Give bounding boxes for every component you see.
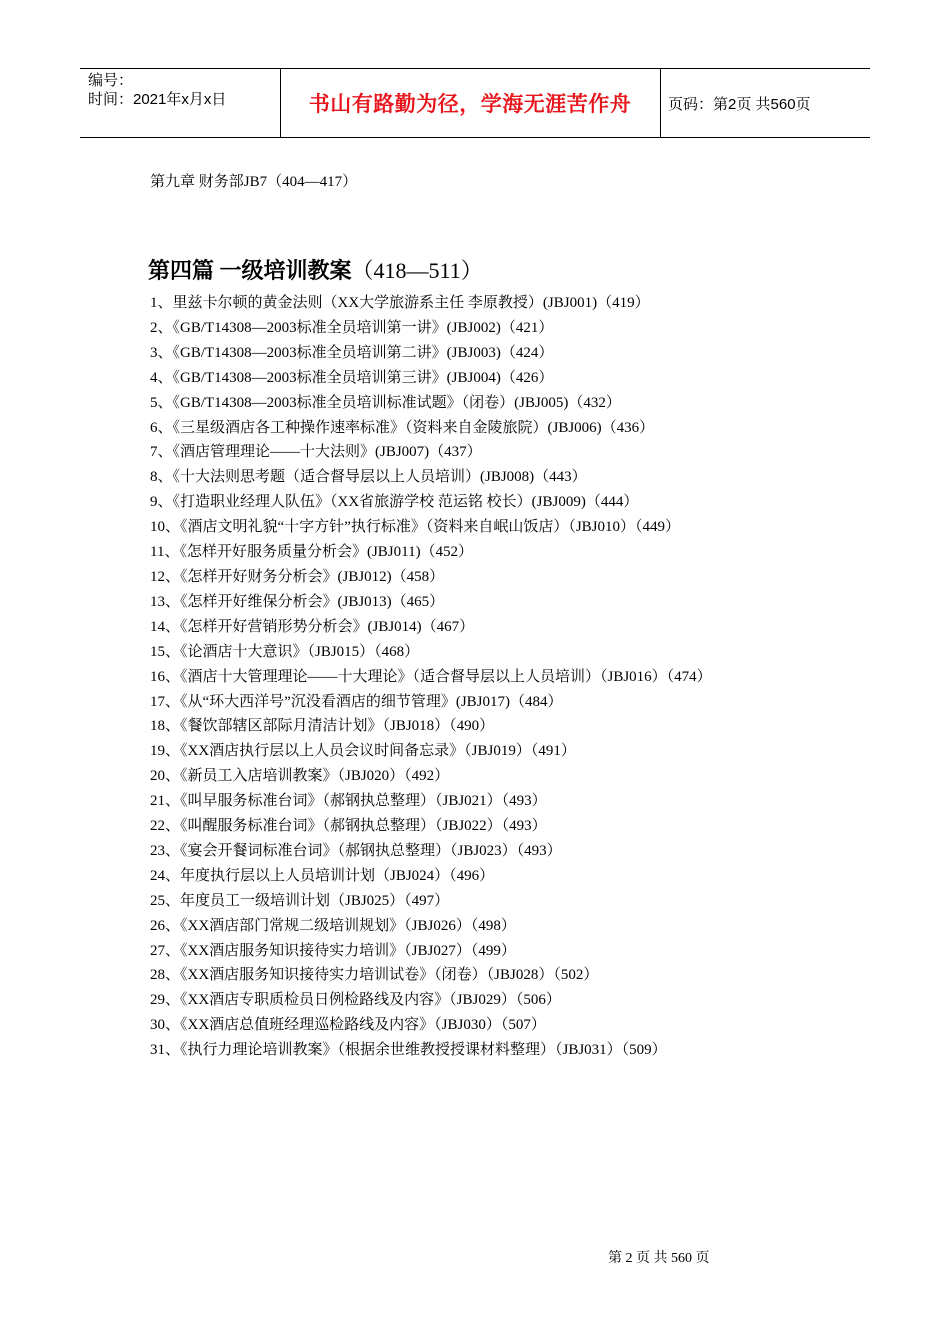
section-title-text: 第四篇 一级培训教案	[148, 258, 352, 283]
toc-item: 27、《XX酒店服务知识接待实力培训》（JBJ027）（499）	[150, 942, 516, 959]
toc-item: 26、《XX酒店部门常规二级培训规划》（JBJ026）（498）	[150, 917, 516, 934]
toc-item: 15、《论酒店十大意识》（JBJ015）（468）	[150, 643, 420, 660]
chapter-line: 第九章 财务部JB7（404—417）	[150, 174, 358, 190]
toc-item: 23、《宴会开餐词标准台词》（郝钢执总整理）（JBJ023）（493）	[150, 842, 562, 859]
toc-item: 12、《怎样开好财务分析会》(JBJ012)（458）	[150, 568, 445, 585]
toc-item: 3、《GB/T14308—2003标准全员培训第二讲》(JBJ003)（424）	[150, 344, 554, 361]
toc-item: 2、《GB/T14308—2003标准全员培训第一讲》(JBJ002)（421）	[150, 319, 554, 336]
toc-item: 1、里兹卡尔顿的黄金法则（XX大学旅游系主任 李原教授）(JBJ001)（419）	[150, 295, 650, 311]
header-page-cell	[660, 69, 870, 137]
toc-item: 9、《打造职业经理人队伍》（XX省旅游学校 范运铭 校长）(JBJ009)（444）	[150, 494, 639, 511]
toc-item: 11、《怎样开好服务质量分析会》(JBJ011)（452）	[150, 544, 474, 561]
document-time-label: 时间：2021年x月x日	[88, 91, 227, 108]
header-motto-cell	[280, 69, 661, 137]
toc-item: 8、《十大法则思考题（适合督导层以上人员培训）(JBJ008)（443）	[150, 469, 587, 486]
toc-item: 21、《叫早服务标准台词》（郝钢执总整理）（JBJ021）（493）	[150, 793, 547, 810]
toc-item: 18、《餐饮部辖区部际月清洁计划》（JBJ018）（490）	[150, 718, 495, 735]
toc-item: 13、《怎样开好维保分析会》(JBJ013)（465）	[150, 593, 445, 610]
header-motto: 书山有路勤为径，学海无涯苦作舟	[308, 93, 632, 116]
document-number-label: 编号：	[88, 72, 134, 89]
header-page-info: 页码：第2页 共560页	[668, 95, 811, 113]
toc-item: 7、《酒店管理理论——十大法则》(JBJ007)（437）	[150, 444, 482, 461]
toc-item: 28、《XX酒店服务知识接待实力培训试卷》（闭卷）（JBJ028）（502）	[150, 967, 599, 984]
toc-item: 22、《叫醒服务标准台词》（郝钢执总整理）（JBJ022）（493）	[150, 818, 547, 835]
toc-item: 6、《三星级酒店各工种操作速率标准》（资料来自金陵旅院）(JBJ006)（436）	[150, 419, 655, 436]
toc-item: 17、《从“环大西洋号”沉没看酒店的细节管理》(JBJ017)（484）	[150, 693, 563, 710]
toc-item: 16、《酒店十大管理理论——十大理论》（适合督导层以上人员培训）（JBJ016）（474）	[150, 668, 712, 685]
toc-item: 20、《新员工入店培训教案》（JBJ020）（492）	[150, 768, 450, 785]
toc-item: 29、《XX酒店专职质检员日例检路线及内容》（JBJ029）（506）	[150, 992, 561, 1009]
section-title-range: （418—511）	[351, 258, 483, 283]
toc-item: 10、《酒店文明礼貌“十字方针”执行标准》（资料来自岷山饭店）（JBJ010）（449）	[150, 519, 680, 536]
toc-item: 25、年度员工一级培训计划（JBJ025）（497）	[150, 892, 450, 909]
toc-item: 24、年度执行层以上人员培训计划（JBJ024）（496）	[150, 867, 495, 884]
page-footer: 第 2 页 共 560 页	[608, 1251, 710, 1266]
toc-item: 31、《执行力理论培训教案》（根据余世维教授授课材料整理）（JBJ031）（509）	[150, 1042, 667, 1059]
toc-item: 30、《XX酒店总值班经理巡检路线及内容》（JBJ030）（507）	[150, 1017, 546, 1034]
toc-item: 4、《GB/T14308—2003标准全员培训第三讲》(JBJ004)（426）	[150, 369, 554, 386]
header-meta	[80, 69, 281, 137]
toc-item: 19、《XX酒店执行层以上人员会议时间备忘录》（JBJ019）（491）	[150, 743, 576, 760]
page-header	[80, 68, 870, 138]
toc-item: 14、《怎样开好营销形势分析会》(JBJ014)（467）	[150, 618, 475, 635]
toc-item: 5、《GB/T14308—2003标准全员培训标准试题》（闭卷）(JBJ005)（432）	[150, 394, 621, 411]
section-title	[148, 254, 483, 285]
table-of-contents	[150, 291, 712, 1063]
